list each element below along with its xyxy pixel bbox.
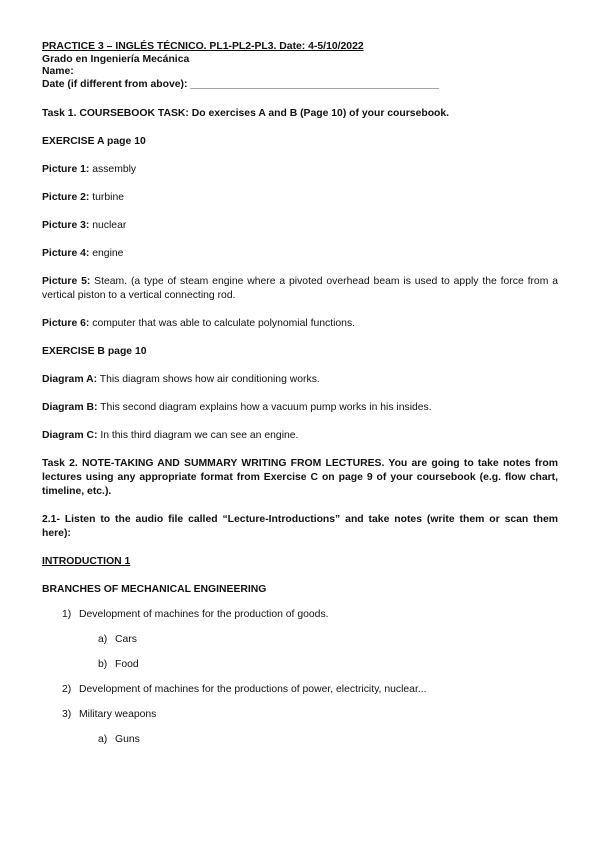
list-text: Military weapons bbox=[79, 709, 157, 720]
list-number: 2) bbox=[62, 684, 72, 695]
task2-heading: Task 2. NOTE-TAKING AND SUMMARY WRITING FROM LECTURES. You are going to take notes from lectures using any appropriate format from Exercise C on page 9 of your coursebook (e.g. flow chart, timeline, etc.). bbox=[42, 458, 558, 497]
list-number: 1) bbox=[62, 609, 72, 620]
list-number: a) bbox=[98, 634, 108, 645]
list-text: Development of machines for the production of goods. bbox=[79, 609, 329, 620]
exercise-a-item bbox=[42, 317, 558, 331]
item-text: turbine bbox=[89, 192, 125, 203]
list-number: b) bbox=[98, 659, 108, 670]
item-text: nuclear bbox=[89, 220, 127, 231]
list-text: Food bbox=[115, 659, 139, 670]
intro1-heading: INTRODUCTION 1 bbox=[42, 556, 131, 567]
list-item bbox=[42, 683, 558, 697]
exercise-b-heading: EXERCISE B page 10 bbox=[42, 346, 147, 357]
item-text: This diagram shows how air conditioning works. bbox=[97, 374, 320, 385]
task1-heading: Task 1. COURSEBOOK TASK: Do exercises A and B (Page 10) of your coursebook. bbox=[42, 108, 450, 119]
item-text: Steam. (a type of steam engine where a pivoted overhead beam is used to apply the force from a vertical piston to a vertical connecting rod. bbox=[42, 276, 558, 301]
list-item bbox=[42, 733, 558, 747]
name-label: Name: bbox=[42, 66, 74, 77]
list-text: Cars bbox=[115, 634, 137, 645]
degree-line: Grado en Ingeniería Mecánica bbox=[42, 53, 190, 65]
list-text: Development of machines for the productions of power, electricity, nuclear... bbox=[79, 684, 427, 695]
item-text: In this third diagram we can see an engine. bbox=[97, 430, 299, 441]
exercise-b-item bbox=[42, 429, 558, 443]
exercise-a-item bbox=[42, 219, 558, 233]
list-text: Guns bbox=[115, 734, 140, 745]
exercise-a-heading: EXERCISE A page 10 bbox=[42, 136, 146, 147]
date-line: Date (if different from above): ___________________________________________ bbox=[42, 78, 439, 90]
item-label: Picture 4: bbox=[42, 248, 90, 259]
item-text: computer that was able to calculate polynomial functions. bbox=[89, 318, 356, 329]
practice-title: PRACTICE 3 – INGLÉS TÉCNICO. PL1-PL2-PL3. Date: 4-5/10/2022 bbox=[42, 41, 364, 52]
item-label: Picture 3: bbox=[42, 220, 90, 231]
item-label: Picture 6: bbox=[42, 318, 90, 329]
task2-instruction: 2.1- Listen to the audio file called “Lecture-Introductions” and take notes (write them or scan them here): bbox=[42, 514, 558, 539]
item-text: engine bbox=[89, 248, 124, 259]
exercise-a-item bbox=[42, 275, 558, 303]
list-number: a) bbox=[98, 734, 108, 745]
item-text: This second diagram explains how a vacuum pump works in his insides. bbox=[97, 402, 432, 413]
item-label: Picture 5: bbox=[42, 276, 91, 287]
item-label: Diagram C: bbox=[42, 430, 98, 441]
list-item bbox=[42, 633, 558, 647]
exercise-a-item bbox=[42, 247, 558, 261]
exercise-a-item bbox=[42, 163, 558, 177]
item-label: Picture 1: bbox=[42, 164, 90, 175]
item-label: Diagram B: bbox=[42, 402, 98, 413]
list-number: 3) bbox=[62, 709, 72, 720]
document-page bbox=[42, 41, 558, 747]
exercise-a-item bbox=[42, 191, 558, 205]
item-label: Picture 2: bbox=[42, 192, 90, 203]
list-item bbox=[42, 608, 558, 622]
intro1-subheading: BRANCHES OF MECHANICAL ENGINEERING bbox=[42, 584, 267, 595]
item-text: assembly bbox=[89, 164, 137, 175]
list-item bbox=[42, 708, 558, 722]
item-label: Diagram A: bbox=[42, 374, 98, 385]
exercise-b-item bbox=[42, 401, 558, 415]
exercise-b-item bbox=[42, 373, 558, 387]
list-item bbox=[42, 658, 558, 672]
